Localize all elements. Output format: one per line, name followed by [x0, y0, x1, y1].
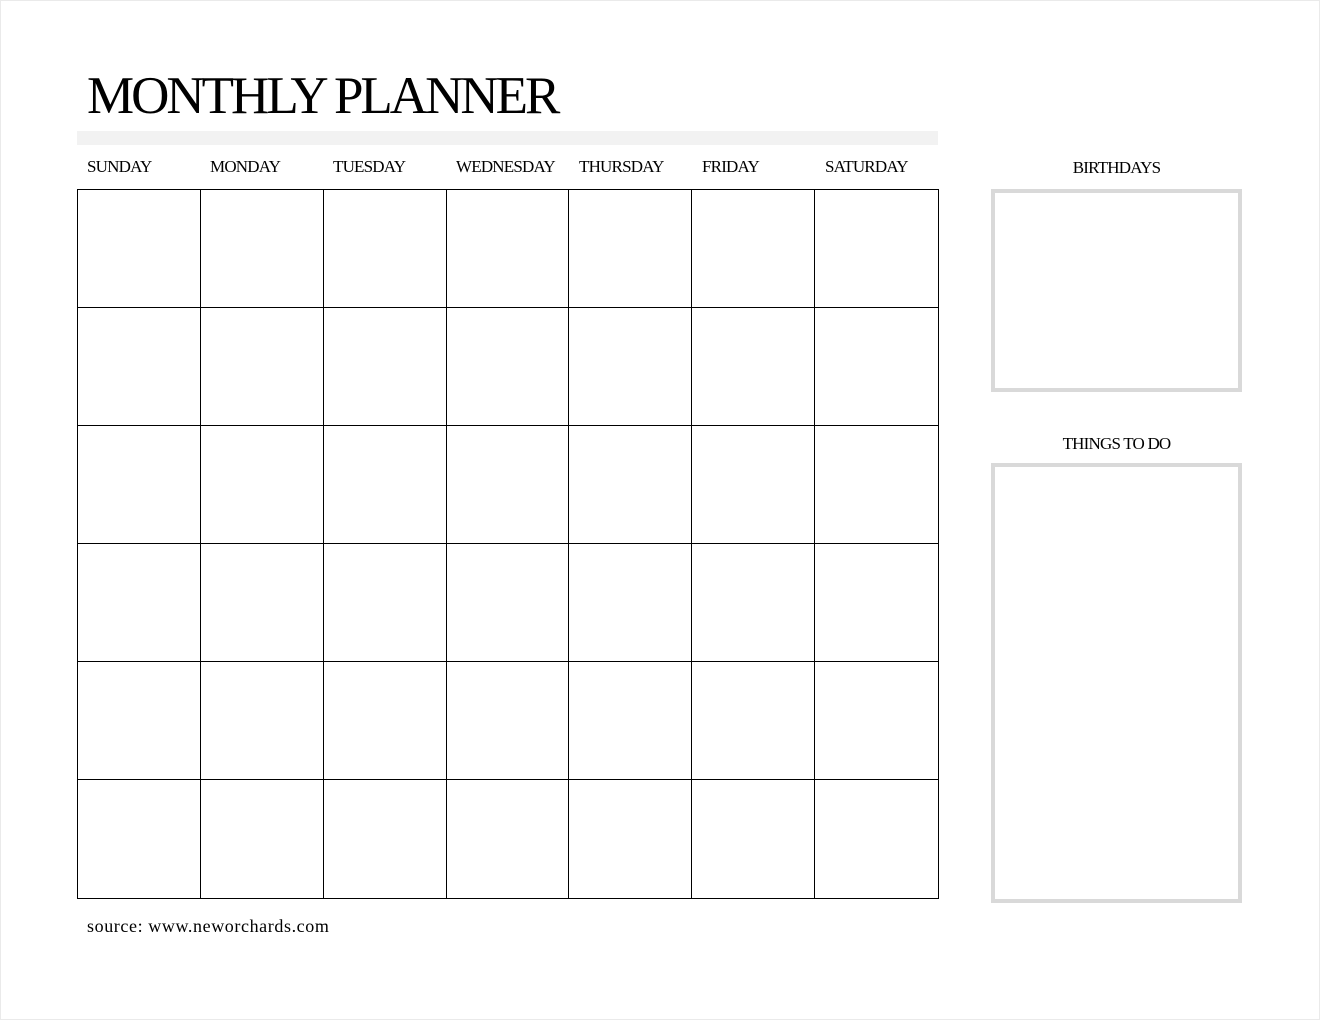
calendar-day-cell[interactable]	[201, 544, 324, 662]
calendar-day-cell[interactable]	[324, 426, 447, 544]
calendar-day-cell[interactable]	[201, 308, 324, 426]
calendar-day-cell[interactable]	[78, 780, 201, 898]
calendar-day-cell[interactable]	[324, 544, 447, 662]
calendar-day-cell[interactable]	[201, 190, 324, 308]
weekday-header-tuesday: TUESDAY	[333, 157, 406, 176]
calendar-day-cell[interactable]	[447, 780, 570, 898]
calendar-day-cell[interactable]	[324, 308, 447, 426]
weekday-header-saturday: SATURDAY	[825, 157, 908, 176]
weekday-header-thursday: THURSDAY	[579, 157, 664, 176]
weekday-header-friday: FRIDAY	[702, 157, 759, 176]
calendar-day-cell[interactable]	[692, 308, 815, 426]
calendar-day-cell[interactable]	[324, 662, 447, 780]
calendar-day-cell[interactable]	[569, 662, 692, 780]
calendar-day-cell[interactable]	[447, 662, 570, 780]
calendar-day-cell[interactable]	[78, 308, 201, 426]
calendar-day-cell[interactable]	[815, 426, 938, 544]
calendar-day-cell[interactable]	[78, 662, 201, 780]
calendar-day-cell[interactable]	[692, 662, 815, 780]
calendar-day-cell[interactable]	[569, 780, 692, 898]
page-title: MONTHLY PLANNER	[87, 67, 558, 125]
calendar-day-cell[interactable]	[447, 308, 570, 426]
calendar-day-cell[interactable]	[447, 190, 570, 308]
calendar-day-cell[interactable]	[447, 426, 570, 544]
calendar-day-cell[interactable]	[692, 780, 815, 898]
calendar-day-cell[interactable]	[201, 780, 324, 898]
calendar-day-cell[interactable]	[201, 662, 324, 780]
things-to-do-box[interactable]	[991, 463, 1242, 903]
calendar-day-cell[interactable]	[324, 190, 447, 308]
source-credit: source: www.neworchards.com	[87, 916, 330, 936]
weekday-header-sunday: SUNDAY	[87, 157, 152, 176]
things-to-do-label: THINGS TO DO	[1062, 434, 1171, 453]
calendar-day-cell[interactable]	[324, 780, 447, 898]
calendar-day-cell[interactable]	[815, 190, 938, 308]
calendar-day-cell[interactable]	[447, 544, 570, 662]
calendar-day-cell[interactable]	[78, 544, 201, 662]
weekday-header-row	[77, 156, 938, 178]
weekday-header-wednesday: WEDNESDAY	[456, 157, 555, 176]
calendar-day-cell[interactable]	[78, 190, 201, 308]
birthdays-label: BIRTHDAYS	[1072, 158, 1161, 177]
calendar-day-cell[interactable]	[78, 426, 201, 544]
weekday-header-monday: MONDAY	[210, 157, 281, 176]
calendar-day-cell[interactable]	[201, 426, 324, 544]
calendar-day-cell[interactable]	[569, 308, 692, 426]
calendar-grid	[77, 189, 939, 899]
birthdays-box[interactable]	[991, 189, 1242, 392]
calendar-day-cell[interactable]	[569, 190, 692, 308]
calendar-day-cell[interactable]	[815, 308, 938, 426]
calendar-day-cell[interactable]	[815, 662, 938, 780]
calendar-day-cell[interactable]	[569, 544, 692, 662]
calendar-day-cell[interactable]	[815, 780, 938, 898]
calendar-day-cell[interactable]	[692, 544, 815, 662]
calendar-day-cell[interactable]	[569, 426, 692, 544]
calendar-day-cell[interactable]	[692, 426, 815, 544]
title-underline-bar	[77, 131, 938, 145]
calendar-day-cell[interactable]	[815, 544, 938, 662]
calendar-day-cell[interactable]	[692, 190, 815, 308]
